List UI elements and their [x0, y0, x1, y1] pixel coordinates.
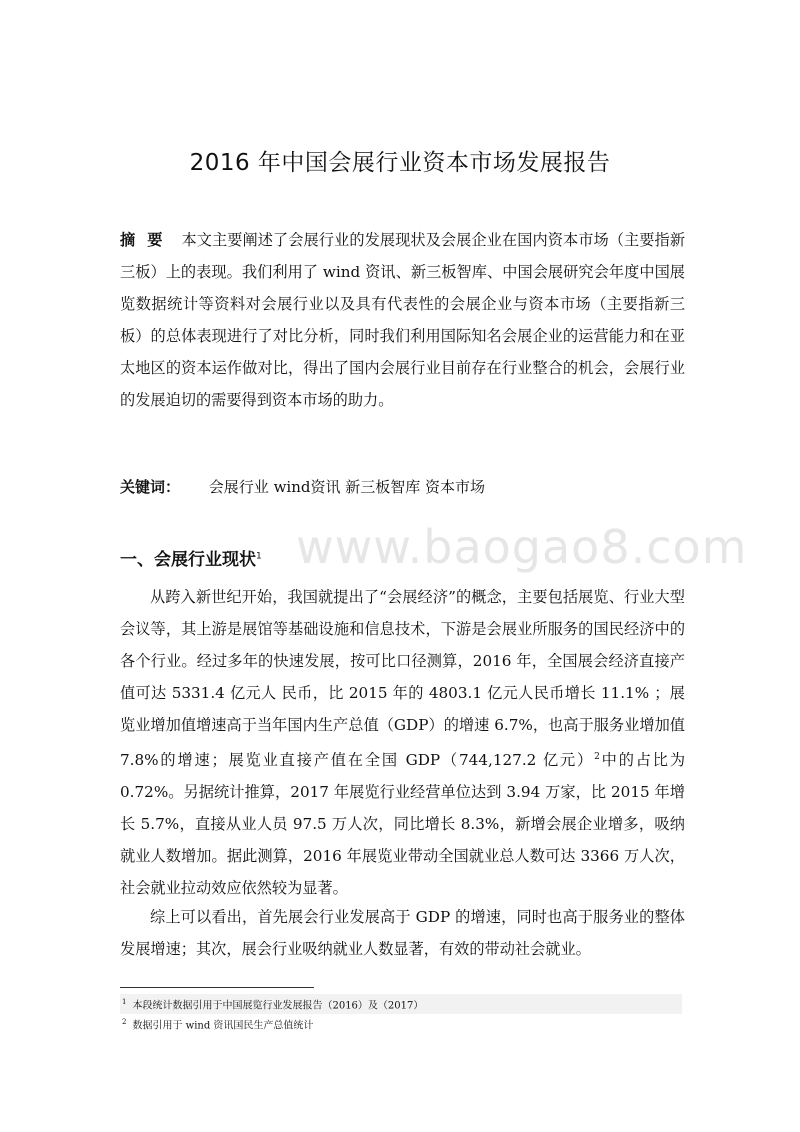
footnote-ref-1[interactable]: 1	[256, 551, 262, 562]
section-heading-text: 一、会展行业现状	[120, 550, 256, 570]
footnote-divider	[120, 987, 314, 988]
footnote-ref-2[interactable]: 2	[594, 752, 600, 762]
footnote-1	[120, 994, 682, 1014]
footnote-2	[120, 1014, 682, 1034]
abstract-text: 本文主要阐述了会展行业的发展现状及会展企业在国内资本市场（主要指新三板）上的表现。我们利用了 wind 资讯、新三板智库、中国会展研究会年度中国展览数据统计等资料对会展行业以及具有代表性的会展企业与资本市场（主要指新三板）的总体表现进行了对比分析，同时我们利用国际知名会展企业的运营能力和在亚太地区的资本运作做对比，得出了国内会展行业目前存在行业整合的机会，会展行业的发展迫切的需要得到资本市场的助力。	[120, 231, 686, 409]
footnote-1-text: 本段统计数据引用于中国展览行业发展报告（2016）及（2017）	[132, 1000, 424, 1012]
watermark: www.baogao8.com	[296, 520, 748, 574]
abstract-label: 摘要	[120, 231, 175, 249]
paragraph-1-part-b: 中的占比为 0.72%。另据统计推算，2017 年展览行业经营单位达到 3.94 万家，比 2015 年增长 5.7%，直接从业人员 97.5 万人次，同比增长 8.3%，新增会展企业增多，吸纳就业人数增加。据此测算，2016 年展览业带动全国就业总人数可达 3366 万人次，社会就业拉动效应依然较为显著。	[120, 751, 686, 898]
footnotes	[120, 994, 682, 1035]
footnote-1-number: 1	[122, 998, 127, 1006]
section-heading	[120, 545, 262, 570]
abstract	[120, 224, 685, 416]
keywords-text: 会展行业 wind资讯 新三板智库 资本市场	[208, 478, 486, 496]
keywords	[120, 476, 685, 497]
footnote-2-text: 数据引用于 wind 资讯国民生产总值统计	[132, 1020, 314, 1032]
footnote-2-number: 2	[122, 1018, 127, 1027]
paragraph-1-part-a: 从跨入新世纪开始，我国就提出了“会展经济”的概念，主要包括展览、行业大型会议等，其上游是展馆等基础设施和信息技术，下游是会展业所服务的国民经济中的各个行业。经过多年的快速发展，按可比口径测算，2016 年，全国展会经济直接产值可达 5331.4 亿元人 民币，比 2015 年的 4803.1 亿元人民币增长 11.1% ；展览业增加值增速高于当年国内生产总值（GDP）的增速 6.7%，也高于服务业增加值 7.8%的增速；展览业直接产值在全国 GDP（744,127.2 亿元）	[120, 588, 685, 770]
body-paragraph-1	[120, 581, 685, 904]
body-paragraph-2: 综上可以看出，首先展会行业发展高于 GDP 的增速，同时也高于服务业的整体发展增速；其次，展会行业吸纳就业人数显著，有效的带动社会就业。	[120, 908, 685, 958]
document-title: 2016 年中国会展行业资本市场发展报告	[189, 150, 611, 176]
keywords-label: 关键词：	[120, 478, 181, 496]
